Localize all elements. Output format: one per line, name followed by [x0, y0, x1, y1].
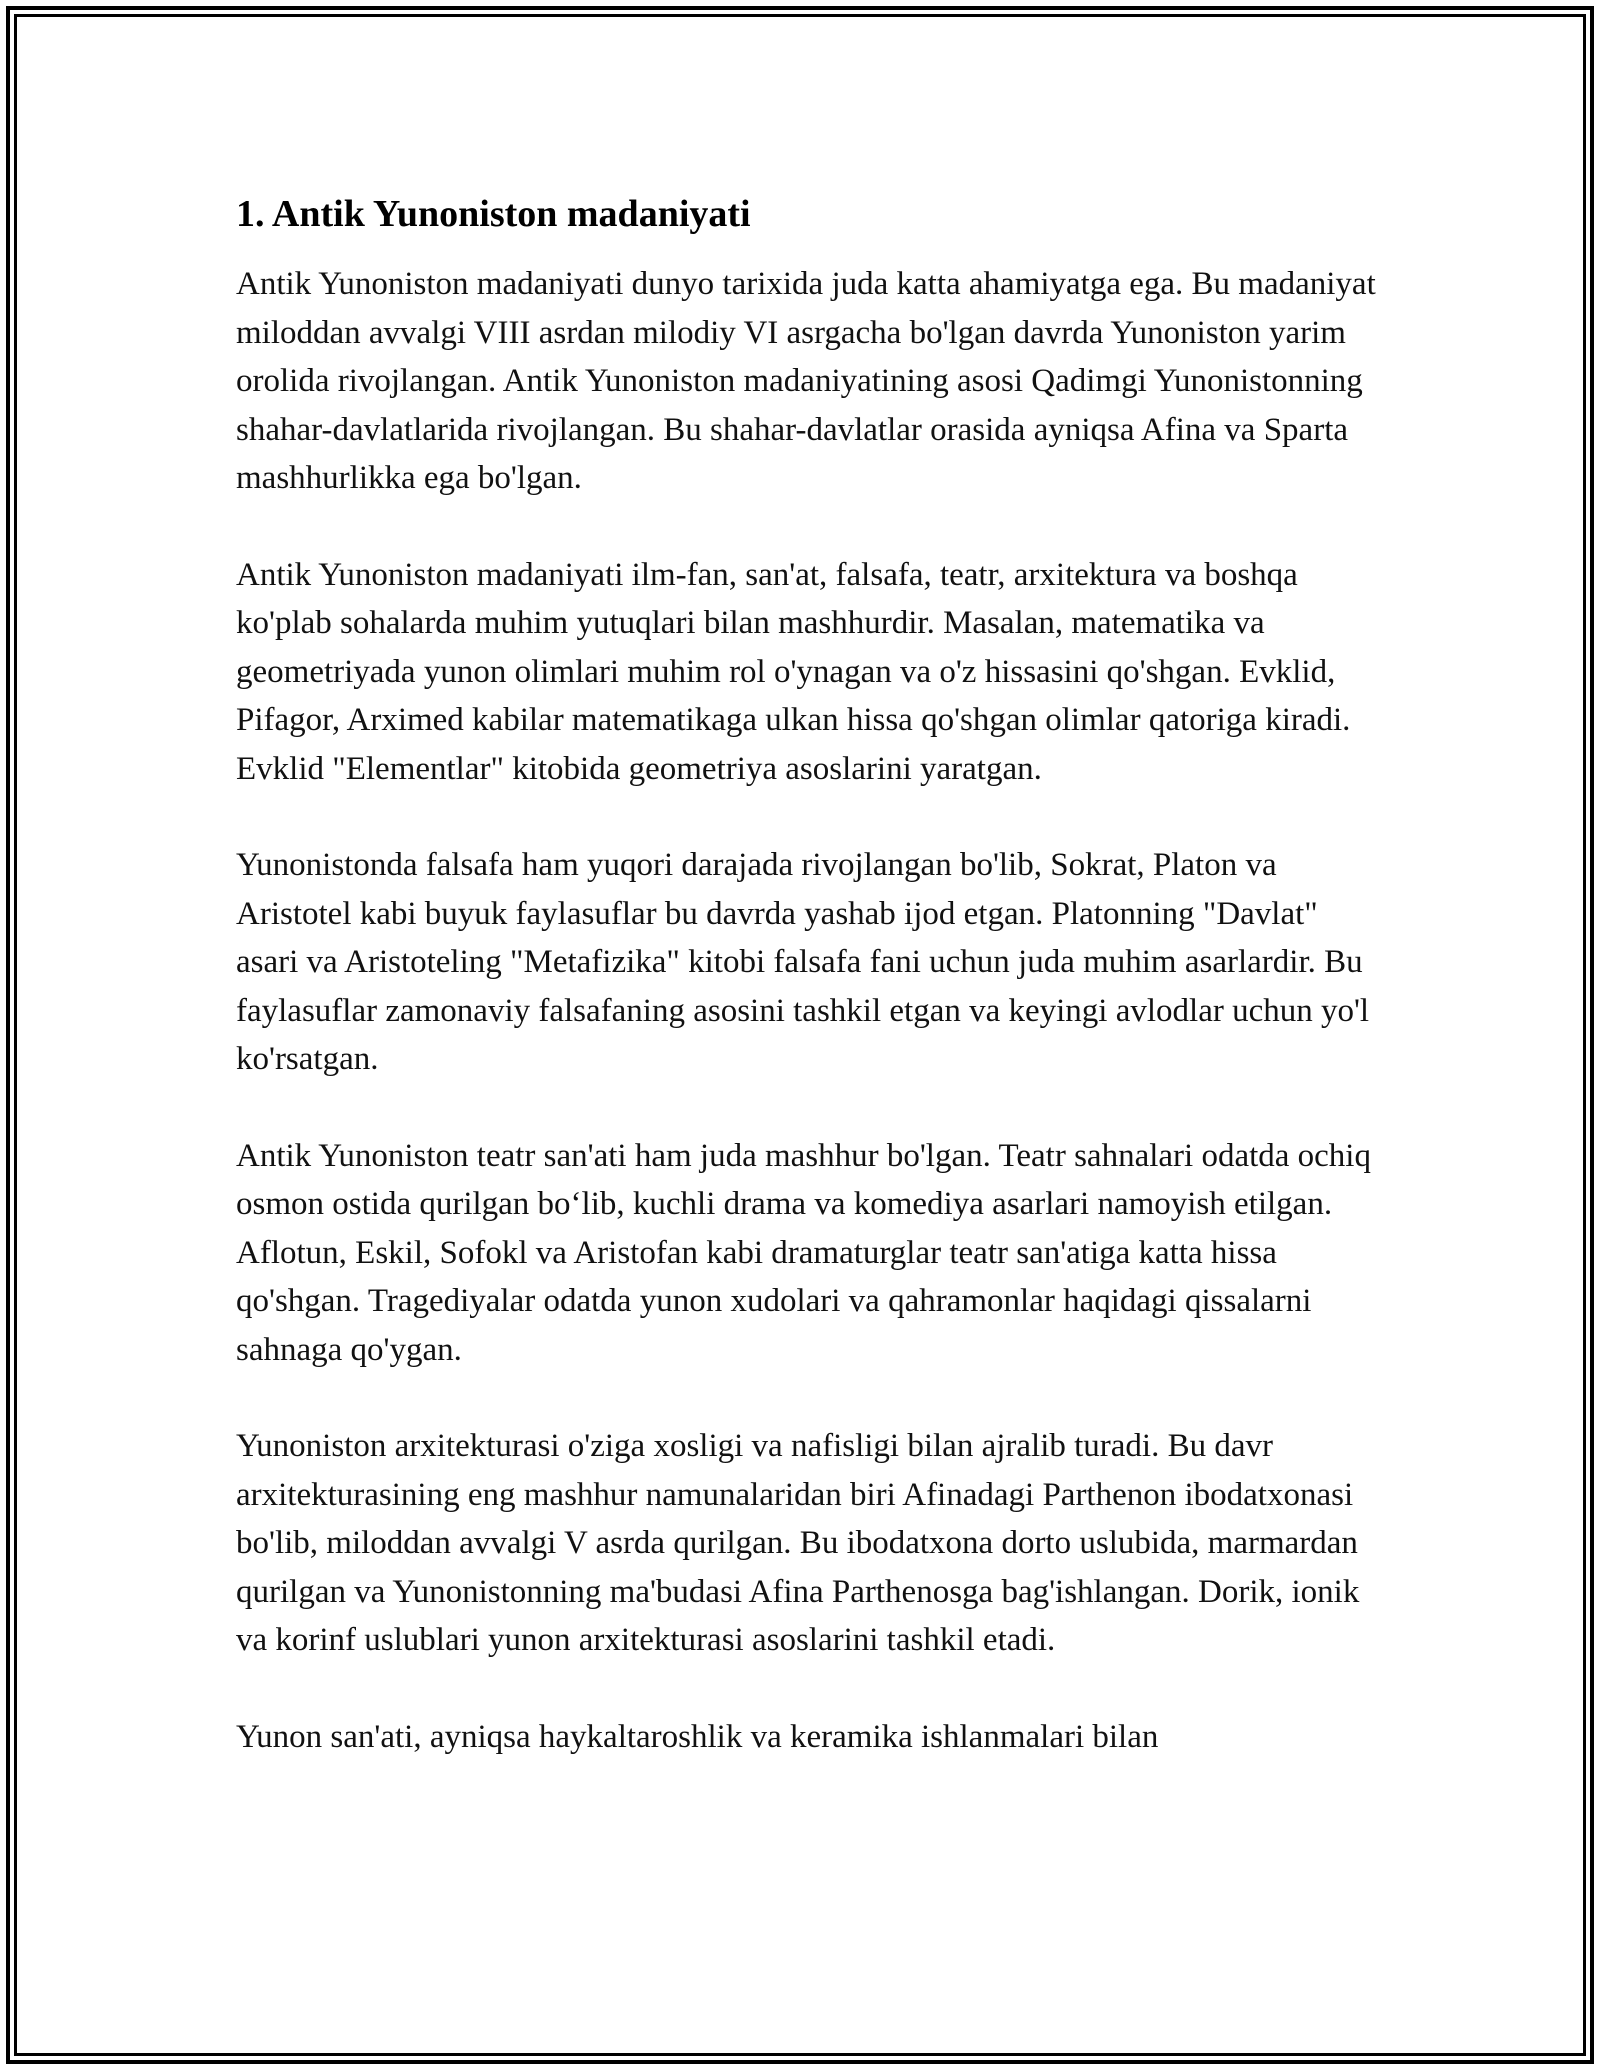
- paragraph-intro: Antik Yunoniston madaniyati dunyo tarixida juda katta ahamiyatga ega. Bu madaniyat miloddan avvalgi VIII asrdan milodiy VI asrgacha bo'lgan davrda Yunoniston yarim orolida rivojlangan. Antik Yunoniston madaniyatining asosi Qadimgi Yunonistonning shahar-davlatlarida rivojlangan. Bu shahar-davlatlar orasida ayniqsa Afina va Sparta mashhurlikka ega bo'lgan.: [236, 266, 1376, 496]
- paragraph-theatre: Antik Yunoniston teatr san'ati ham juda mashhur bo'lgan. Teatr sahnalari odatda ochiq osmon ostida qurilgan bo‘lib, kuchli drama va komediya asarlari namoyish etilgan. Aflotun, Eskil, Sofokl va Aristofan kabi dramaturglar teatr san'atiga katta hissa qo'shgan. Tragediyalar odatda yunon xudolari va qahramonlar haqidagi qissalarni sahnaga qo'ygan.: [236, 1137, 1371, 1368]
- section-title: 1. Antik Yunoniston madaniyati: [236, 193, 751, 235]
- paragraph-architecture: Yunoniston arxitekturasi o'ziga xosligi va nafisligi bilan ajralib turadi. Bu davr arxitekturasining eng mashhur namunalaridan biri Afinadagi Parthenon ibodatxonasi bo'lib, miloddan avvalgi V asrda qurilgan. Bu ibodatxona dorto uslubida, marmardan qurilgan va Yunonistonning ma'budasi Afina Parthenosga bag'ishlangan. Dorik, ionik va korinf uslublari yunon arxitekturasi asoslarini tashkil etadi.: [236, 1428, 1360, 1658]
- paragraph-science: Antik Yunoniston madaniyati ilm-fan, san'at, falsafa, teatr, arxitektura va boshqa ko'plab sohalarda muhim yutuqlari bilan mashhurdir. Masalan, matematika va geometriyada yunon olimlari muhim rol o'ynagan va o'z hissasini qo'shgan. Evklid, Pifagor, Arximed kabilar matematikaga ulkan hissa qo'shgan olimlar qatoriga kiradi. Evklid "Elementlar" kitobida geometriya asoslarini yaratgan.: [236, 556, 1351, 787]
- paragraph-art: Yunon san'ati, ayniqsa haykaltaroshlik va keramika ishlanmalari bilan: [236, 1718, 1159, 1755]
- paragraph-philosophy: Yunonistonda falsafa ham yuqori darajada rivojlangan bo'lib, Sokrat, Platon va Aristotel kabi buyuk faylasuflar bu davrda yashab ijod etgan. Platonning "Davlat" asari va Aristoteling "Metafizika" kitobi falsafa fani uchun juda muhim asarlardir. Bu faylasuflar zamonaviy falsafaning asosini tashkil etgan va keyingi avlodlar uchun yo'l ko'rsatgan.: [236, 847, 1370, 1077]
- document-body: [236, 190, 1376, 1809]
